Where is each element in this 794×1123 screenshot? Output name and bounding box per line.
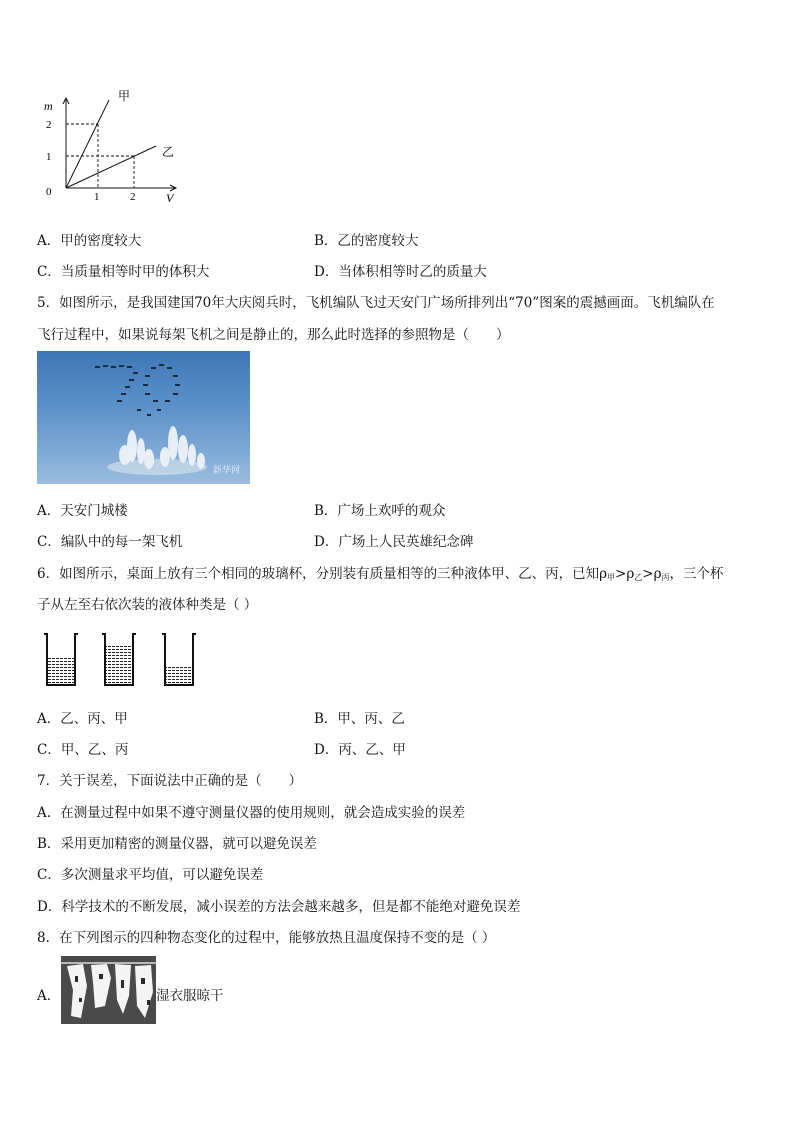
q4-option-a[interactable]: A．甲的密度较大: [37, 233, 142, 249]
q6-option-a[interactable]: A．乙、丙、甲: [37, 711, 128, 727]
q7-option-b[interactable]: B．采用更加精密的测量仪器，就可以避免误差: [37, 836, 317, 852]
flyover-photo: [37, 351, 250, 484]
three-beakers-figure: [40, 630, 200, 690]
y-tick-1: 1: [46, 151, 52, 163]
origin-label: 0: [46, 186, 52, 198]
q6-stem-line2: 子从左至右依次装的液体种类是（ ）: [37, 597, 258, 613]
q8-option-a-text[interactable]: 湿衣服晾干: [156, 988, 224, 1004]
line-label-yi: 乙: [162, 145, 175, 159]
q5-option-a[interactable]: A．天安门城楼: [37, 503, 128, 519]
q5-stem-line1: 5．如图所示，是我国建国70年大庆阅兵时，飞机编队飞过天安门广场所排列出“70”图案的震撼画面。飞机编队在: [37, 295, 715, 311]
photo-watermark: 新华网: [213, 466, 241, 476]
line-label-jia: 甲: [118, 89, 131, 103]
mass-volume-graph: [36, 88, 186, 208]
rho-jia: $\rho_甲$: [599, 566, 616, 582]
q4-option-b[interactable]: B．乙的密度较大: [314, 233, 419, 249]
rho-bing: $\rho_丙$: [653, 566, 670, 582]
y-axis-label: m: [44, 99, 53, 113]
q5-stem-line2: 飞行过程中，如果说每架飞机之间是静止的，那么此时选择的参照物是（ ）: [37, 327, 510, 343]
wet-clothes-photo: [61, 956, 156, 1024]
q8-option-a-letter[interactable]: A．: [37, 988, 61, 1004]
q4-option-d[interactable]: D．当体积相等时乙的质量大: [314, 264, 487, 280]
q8-stem: 8．在下列图示的四种物态变化的过程中，能够放热且温度保持不变的是（ ）: [37, 930, 496, 946]
q5-option-c[interactable]: C．编队中的每一架飞机: [37, 534, 183, 550]
q7-option-a[interactable]: A．在测量过程中如果不遵守测量仪器的使用规则，就会造成实验的误差: [37, 805, 466, 821]
q4-option-c[interactable]: C．当质量相等时甲的体积大: [37, 264, 210, 280]
q5-option-d[interactable]: D．广场上人民英雄纪念碑: [314, 534, 474, 550]
beaker-left: [44, 634, 78, 685]
rho-yi: $\rho_乙$: [626, 566, 643, 582]
beaker-middle: [102, 634, 136, 685]
q5-option-b[interactable]: B．广场上欢呼的观众: [314, 503, 446, 519]
q6-option-d[interactable]: D．丙、乙、甲: [314, 742, 406, 758]
x-tick-2: 2: [130, 191, 136, 203]
q7-stem: 7．关于误差，下面说法中正确的是（ ）: [37, 773, 303, 789]
x-axis-label: V: [166, 191, 174, 205]
q7-option-c[interactable]: C．多次测量求平均值，可以避免误差: [37, 867, 264, 883]
y-tick-2: 2: [46, 119, 52, 131]
q7-option-d[interactable]: D．科学技术的不断发展，减小误差的方法会越来越多，但是都不能绝对避免误差: [37, 899, 521, 915]
x-tick-1: 1: [94, 191, 100, 203]
q6-stem-line1: 6．如图所示，桌面上放有三个相同的玻璃杯，分别装有质量相等的三种液体甲、乙、丙，已知$\rho_甲>\rho_乙>\rho_丙$，三个杯: [37, 566, 724, 582]
q6-option-c[interactable]: C．甲、乙、丙: [37, 742, 129, 758]
beaker-right: [162, 634, 196, 685]
q6-option-b[interactable]: B．甲、丙、乙: [314, 711, 405, 727]
